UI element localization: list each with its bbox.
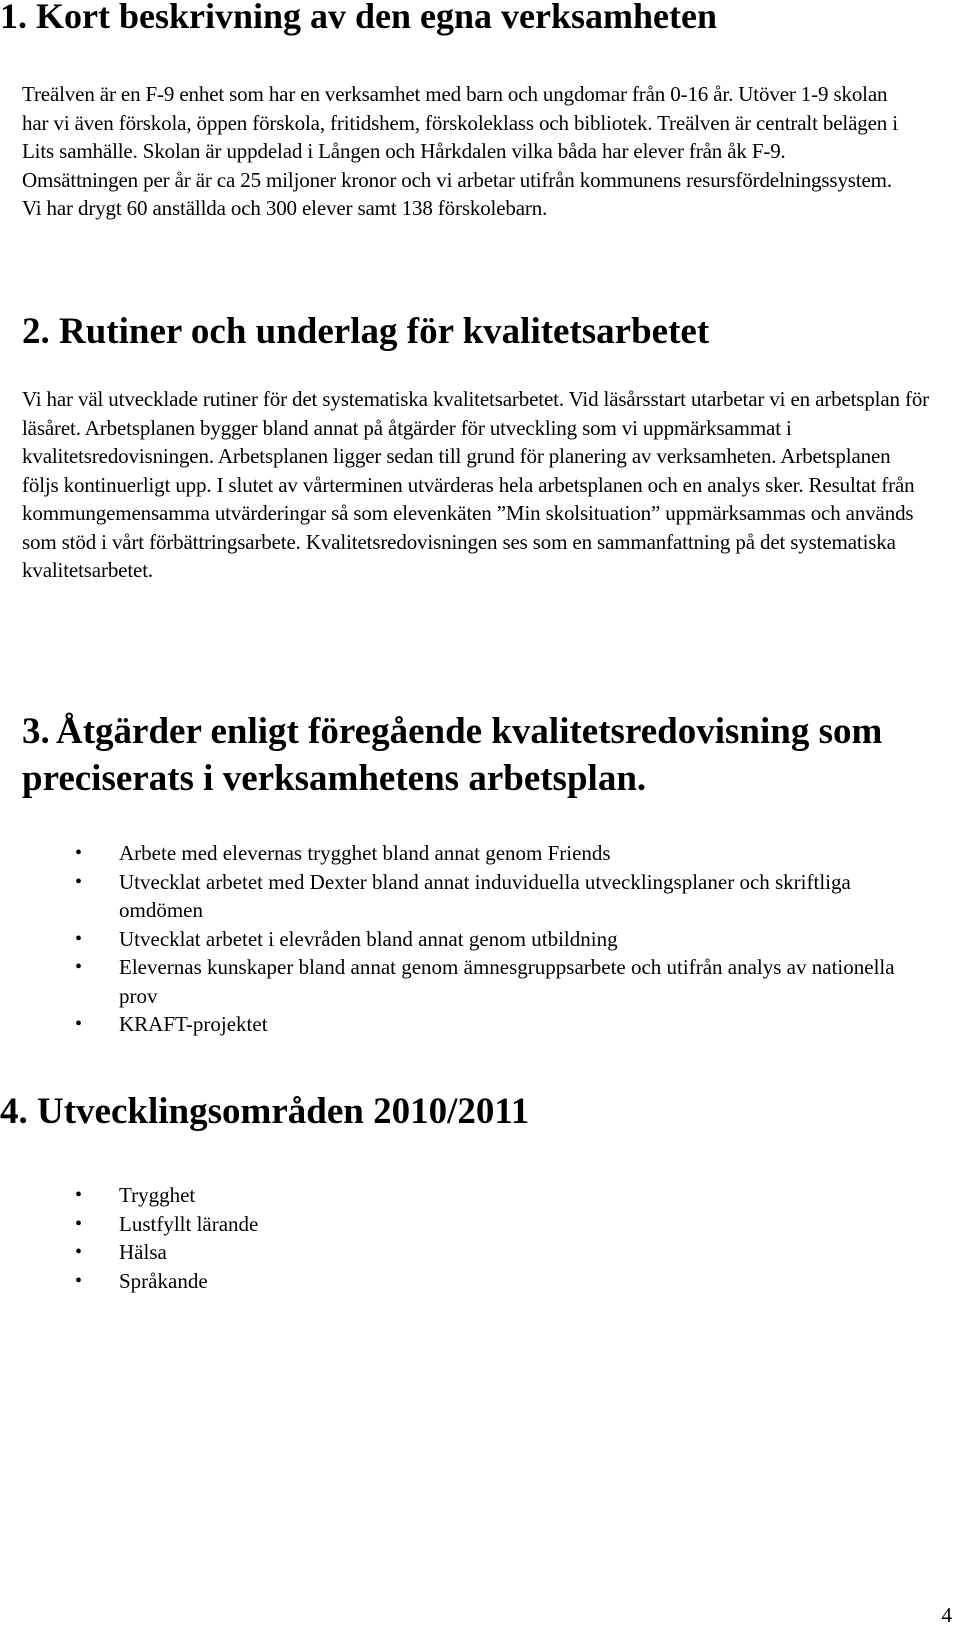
section-1-heading: 1. Kort beskrivning av den egna verksamheten [0, 0, 718, 36]
list-item: • Lustfyllt lärande [75, 1210, 675, 1239]
list-item: • Elevernas kunskaper bland annat genom ämnesgruppsarbete och utifrån analys av nationella prov [75, 953, 915, 1010]
list-item: • Språkande [75, 1267, 675, 1296]
section-3-list [75, 839, 915, 1039]
page-number: 4 [941, 1603, 952, 1627]
section-4-list [75, 1181, 675, 1295]
section-3-title: Åtgärder enligt föregående kvalitetsredovisning som preciserats i verksamhetens arbetsplan. [22, 711, 883, 799]
list-item: • KRAFT-projektet [75, 1010, 915, 1039]
section-1-paragraph: Treälven är en F-9 enhet som har en verksamhet med barn och ungdomar från 0-16 år. Utöver 1-9 skolan har vi även förskola, öppen förskola, fritidshem, förskoleklass och bibliotek. Treälven är centralt belägen i Lits samhälle. Skolan är uppdelad i Lången och Hårkdalen vilka båda har elever från åk F-9. Omsättningen per år är ca 25 miljoner kronor och vi arbetar utifrån kommunens resursfördelningssystem. Vi har drygt 60 anställda och 300 elever samt 138 förskolebarn. [22, 82, 898, 220]
list-item: • Arbete med elevernas trygghet bland annat genom Friends [75, 839, 915, 868]
section-2-paragraph: Vi har väl utvecklade rutiner för det systematiska kvalitetsarbetet. Vid läsårsstart utarbetar vi en arbetsplan för läsåret. Arbetsplanen bygger bland annat på åtgärder för utveckling som vi uppmärksammat i kvalitetsredovisningen. Arbetsplanen ligger sedan till grund för planering av verksamheten. Arbetsplanen följs kontinuerligt upp. I slutet av vårterminen utvärderas hela arbetsplanen och en analys sker. Resultat från kommungemensamma utvärderingar så som elevenkäten ”Min skolsituation” uppmärksammas och används som stöd i vårt förbättringsarbete. Kvalitetsredovisningen ses som en sammanfattning på det systematiska kvalitetsarbetet. [22, 387, 930, 582]
section-3-number: 3. [22, 711, 50, 752]
section-4-heading: 4. Utvecklingsområden 2010/2011 [0, 1091, 530, 1132]
section-2-heading: 2. Rutiner och underlag för kvalitetsarbetet [22, 311, 710, 352]
section-3-heading [22, 708, 922, 802]
list-item: • Utvecklat arbetet med Dexter bland annat induviduella utvecklingsplaner och skriftliga omdömen [75, 868, 915, 925]
list-item: • Hälsa [75, 1238, 675, 1267]
list-item: • Trygghet [75, 1181, 675, 1210]
list-item: • Utvecklat arbetet i elevråden bland annat genom utbildning [75, 925, 915, 954]
